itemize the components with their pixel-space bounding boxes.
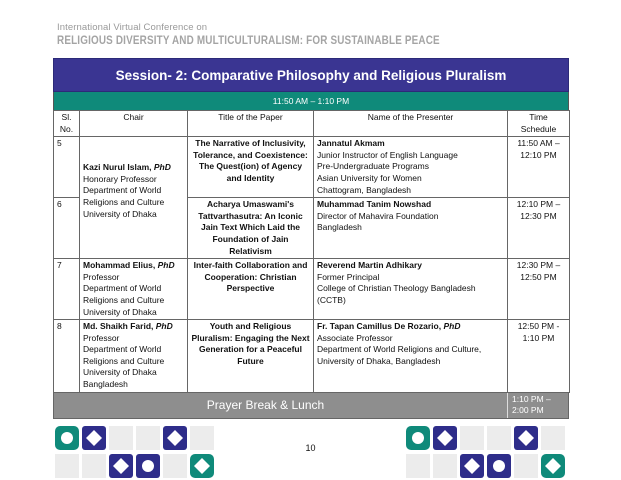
time-end: 2:00 PM [512, 404, 544, 415]
presenter-line: University of Dhaka, Bangladesh [317, 355, 441, 366]
presenter-line: Pre-Undergraduate Programs [317, 161, 429, 172]
chair-line: Department of World [83, 344, 162, 355]
col-header-chair: Chair [80, 111, 188, 137]
presenter-line: (CCTB) [317, 294, 346, 305]
chair-degree: PhD [153, 162, 171, 173]
decorative-pattern-left [55, 426, 215, 480]
chair-degree: PhD [155, 321, 173, 332]
col-header-presenter: Name of the Presenter [314, 111, 508, 137]
presenter-line: College of Christian Theology Bangladesh [317, 283, 476, 294]
time-cell [508, 198, 570, 259]
time-start: 12:50 PM - [517, 321, 560, 332]
col-header-time: Time Schedule [508, 111, 570, 137]
chair-line: Religions and Culture [83, 294, 165, 305]
time-end: 1:10 PM [522, 332, 555, 343]
presenter-line: Chattogram, Bangladesh [317, 184, 412, 195]
paper-title: Acharya Umaswami's Tattvarthasutra: An Iconic Jain Text Which Laid the Foundation of Jain Relativism [188, 198, 314, 259]
presenter-line: Associate Professor [317, 332, 393, 343]
time-cell [508, 320, 570, 393]
presenter-line: Department of World Religions and Culture, [317, 344, 482, 355]
presenter-name: Jannatul Akmam [317, 138, 385, 149]
table-header-row [54, 111, 570, 137]
chair-name: Kazi Nurul Islam, [83, 162, 152, 173]
presenter-name: Reverend Martin Adhikary [317, 260, 423, 271]
presenter-line: Former Principal [317, 271, 380, 282]
time-end: 12:30 PM [520, 210, 557, 221]
conference-subtitle: International Virtual Conference on [57, 22, 208, 33]
col-header-title: Title of the Paper [188, 111, 314, 137]
row-sl-number: 5 [54, 137, 80, 198]
prayer-break-row [53, 393, 569, 419]
presenter-name: Fr. Tapan Camillus De Rozario, [317, 321, 442, 332]
table-row [54, 320, 570, 393]
table-row [54, 137, 570, 198]
time-start: 12:10 PM – [516, 199, 561, 210]
conference-title: RELIGIOUS DIVERSITY AND MULTICULTURALISM: FOR SUSTAINABLE PEACE [57, 35, 440, 47]
time-end: 12:50 PM [520, 271, 557, 282]
time-start: 12:30 PM – [516, 260, 561, 271]
chair-cell [80, 320, 188, 393]
schedule-table [53, 110, 570, 393]
paper-title: Inter-faith Collaboration and Cooperation: Christian Perspective [188, 259, 314, 320]
presenter-cell [314, 259, 508, 320]
time-end: 12:10 PM [520, 149, 557, 160]
chair-line: Honorary Professor [83, 173, 157, 184]
pattern-tiles [406, 426, 565, 478]
time-cell [508, 259, 570, 320]
presenter-cell [314, 137, 508, 198]
chair-line: Department of World [83, 185, 162, 196]
presenter-name: Muhammad Tanim Nowshad [317, 199, 432, 210]
session-time: 11:50 AM – 1:10 PM [53, 92, 569, 110]
table-row [54, 259, 570, 320]
presenter-line: Bangladesh [317, 222, 362, 233]
session-title: Session- 2: Comparative Philosophy and Religious Pluralism [53, 58, 569, 92]
chair-line: University of Dhaka [83, 306, 157, 317]
presenter-degree: PhD [443, 321, 461, 332]
chair-line: Professor [83, 271, 120, 282]
chair-cell [80, 259, 188, 320]
chair-line: Professor [83, 332, 120, 343]
time-cell [508, 137, 570, 198]
col-header-sl: Sl. No. [54, 111, 80, 137]
chair-name: Mohammad Elius, [83, 260, 156, 271]
row-sl-number: 7 [54, 259, 80, 320]
chair-line: Department of World [83, 283, 162, 294]
chair-name: Md. Shaikh Farid, [83, 321, 154, 332]
page-number: 10 [305, 443, 316, 453]
row-sl-number: 8 [54, 320, 80, 393]
time-start: 11:50 AM – [517, 138, 560, 149]
paper-title: The Narrative of Inclusivity, Tolerance, and Coexistence: The Quest(ion) of Agency and Identity [188, 137, 314, 198]
chair-line: Bangladesh [83, 379, 128, 390]
paper-title: Youth and Religious Pluralism: Engaging the Next Generation for a Peaceful Future [188, 320, 314, 393]
prayer-break-time [507, 393, 568, 418]
decorative-pattern-right [406, 426, 566, 480]
presenter-cell [314, 320, 508, 393]
presenter-line: Junior Instructor of English Language [317, 149, 458, 160]
presenter-line: Asian University for Women [317, 172, 422, 183]
presenter-line: Director of Mahavira Foundation [317, 210, 439, 221]
presenter-cell [314, 198, 508, 259]
chair-cell [80, 137, 188, 259]
row-sl-number: 6 [54, 198, 80, 259]
pattern-tiles [55, 426, 214, 478]
chair-degree: PhD [157, 260, 175, 271]
chair-line: University of Dhaka [83, 367, 157, 378]
chair-line: Religions and Culture [83, 196, 165, 207]
schedule-sheet [53, 58, 569, 419]
time-start: 1:10 PM – [512, 393, 551, 404]
prayer-break-label: Prayer Break & Lunch [206, 398, 325, 413]
chair-line: University of Dhaka [83, 208, 157, 219]
chair-line: Religions and Culture [83, 355, 165, 366]
